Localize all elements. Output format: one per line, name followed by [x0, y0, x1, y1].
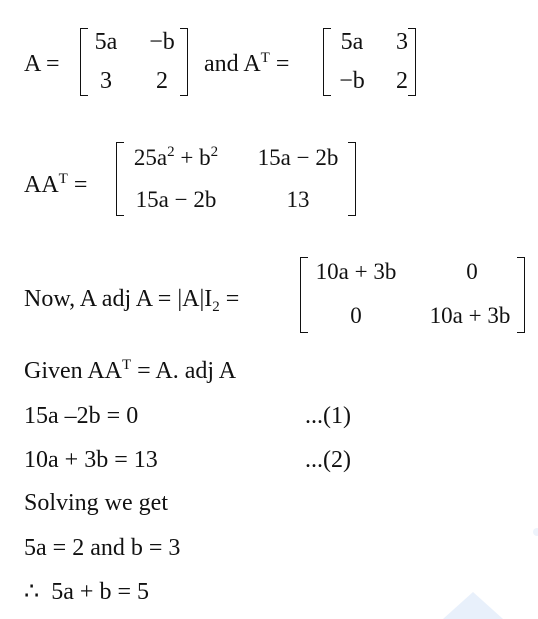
matrix-aat-left-bracket [116, 142, 124, 216]
eq1-and-at [204, 50, 289, 78]
given-line [24, 357, 236, 385]
eq1-lhs: A = [24, 51, 60, 77]
matrix-aat-21: 15a − 2b [135, 187, 217, 212]
m11-base: 25a [133, 145, 168, 170]
eq1-equals: = [275, 51, 290, 77]
given-sup: T [122, 357, 132, 373]
equation-2: 10a + 3b = 13 [24, 447, 158, 473]
eq2-equals: = [73, 172, 88, 198]
aat-text: AA [24, 172, 59, 198]
matrix-adj-right-bracket [517, 257, 525, 333]
watermark-dot-icon [533, 528, 538, 536]
matrix-aat-12: 15a − 2b [257, 145, 339, 170]
equation-2-tag: ...(2) [305, 447, 351, 473]
matrix-at-11: 5a [340, 29, 364, 55]
matrix-aat-11 [134, 144, 218, 172]
aat-sup: T [58, 171, 68, 187]
matrix-a-left-bracket [80, 28, 88, 96]
matrix-at-22: 2 [396, 68, 408, 94]
matrix-adj-21: 0 [350, 303, 362, 328]
given-rest: = A. adj A [131, 358, 237, 384]
matrix-aat-right-bracket [348, 142, 356, 216]
eq2-lhs [24, 171, 87, 199]
matrix-at-21: −b [339, 68, 365, 94]
equation-1: 15a –2b = 0 [24, 403, 139, 429]
eq3-equals: = [225, 286, 240, 312]
solving-line: Solving we get [24, 490, 168, 516]
matrix-a-22: 2 [156, 68, 168, 94]
and-a-sup: T [260, 50, 270, 66]
matrix-at-left-bracket [323, 28, 331, 96]
result-line: 5a = 2 and b = 3 [24, 535, 181, 561]
matrix-a-12: −b [149, 29, 175, 55]
conclusion-line: ∴ 5a + b = 5 [24, 579, 149, 605]
matrix-a-right-bracket [180, 28, 188, 96]
now-text: Now, A adj A = |A|I [24, 286, 213, 312]
m11-sup2: 2 [210, 144, 219, 160]
given-text: Given AA [24, 358, 122, 384]
matrix-at-12: 3 [396, 29, 408, 55]
matrix-a-11: 5a [94, 29, 118, 55]
m11-sup1: 2 [167, 144, 175, 160]
matrix-adj-12: 0 [466, 259, 478, 284]
identity-sub: 2 [212, 299, 220, 315]
matrix-adj-11: 10a + 3b [315, 259, 397, 284]
equation-1-tag: ...(1) [305, 403, 351, 429]
watermark-triangle-icon [443, 592, 503, 619]
eq3-lhs [24, 285, 239, 313]
matrix-a-21: 3 [100, 68, 112, 94]
matrix-at-right-bracket [408, 28, 416, 96]
and-a-text: and A [204, 51, 261, 77]
m11-mid: + b [180, 145, 211, 170]
matrix-adj-22: 10a + 3b [429, 303, 511, 328]
matrix-adj-left-bracket [300, 257, 308, 333]
matrix-aat-22: 13 [286, 187, 310, 212]
